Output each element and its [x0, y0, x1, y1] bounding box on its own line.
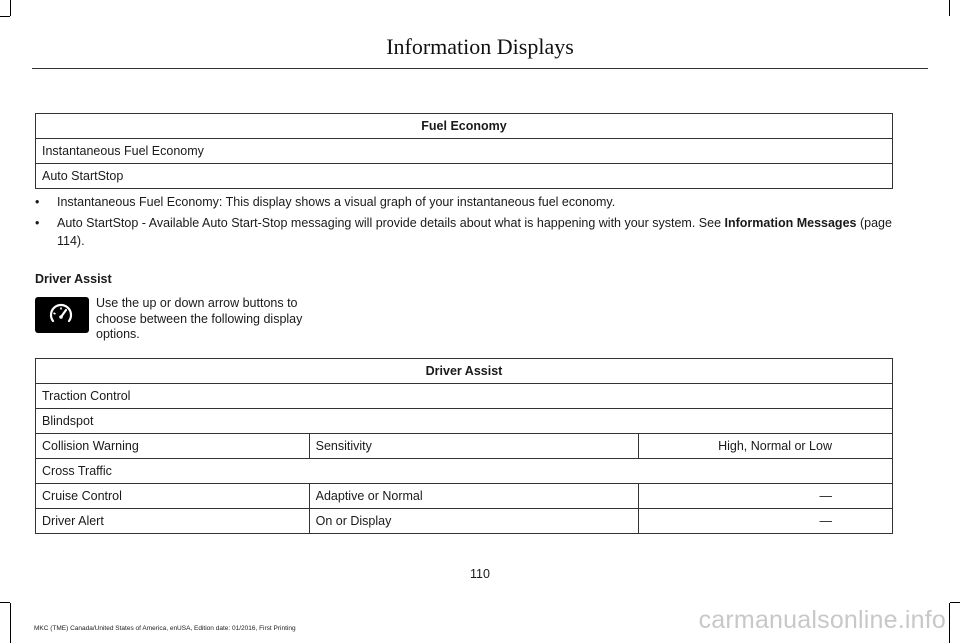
- section-heading: Driver Assist: [35, 272, 112, 286]
- table-cell: Blindspot: [36, 409, 893, 434]
- table-cell: Traction Control: [36, 384, 893, 409]
- footer-edition-info: MKC (TME) Canada/United States of America, enUSA, Edition date: 01/2016, First Printing: [34, 625, 296, 632]
- table-header-row: [36, 114, 893, 139]
- table-cell: Cruise Control: [36, 484, 310, 509]
- table-cell: Collision Warning: [36, 434, 310, 459]
- crop-mark: [10, 0, 11, 16]
- table-row: [36, 164, 893, 189]
- watermark: carmanualsonline.info: [698, 606, 946, 634]
- title-divider: [32, 68, 928, 69]
- table-cell: —: [639, 484, 893, 509]
- bullet-mark: •: [35, 216, 40, 230]
- speedometer-icon: [35, 297, 89, 333]
- table-row: [36, 384, 893, 409]
- cross-reference-link[interactable]: Information Messages: [724, 216, 857, 230]
- crop-mark: [949, 603, 950, 643]
- table-cell: Sensitivity: [309, 434, 639, 459]
- list-item: [35, 193, 895, 211]
- table-cell: Instantaneous Fuel Economy: [36, 139, 893, 164]
- page-reference: (page 114).: [57, 216, 892, 248]
- table-header: Driver Assist: [36, 359, 893, 384]
- table-cell: High, Normal or Low: [639, 434, 893, 459]
- crop-mark: [0, 16, 10, 17]
- table-cell: —: [639, 509, 893, 534]
- table-row: [36, 409, 893, 434]
- crop-mark: [10, 603, 11, 643]
- table-row: [36, 139, 893, 164]
- driver-assist-description: Use the up or down arrow buttons to choose between the following display options.: [96, 296, 303, 341]
- crop-mark: [950, 602, 960, 603]
- page-title: Information Displays: [386, 34, 574, 59]
- table-header-row: [36, 359, 893, 384]
- bullet-text: Auto StartStop - Available Auto Start-Stop messaging will provide details about what is happening with your system. See: [57, 216, 725, 230]
- table-cell: Driver Alert: [36, 509, 310, 534]
- table-header: Fuel Economy: [36, 114, 893, 139]
- driver-assist-table: [35, 358, 893, 534]
- table-cell: Auto StartStop: [36, 164, 893, 189]
- page-number: 110: [470, 567, 490, 581]
- crop-mark: [949, 0, 950, 16]
- bullet-text: Instantaneous Fuel Economy: This display shows a visual graph of your instantaneous fuel economy.: [57, 195, 616, 209]
- table-row: [36, 484, 893, 509]
- table-row: [36, 459, 893, 484]
- fuel-economy-table: [35, 113, 893, 189]
- table-cell: Adaptive or Normal: [309, 484, 639, 509]
- bullet-list: [35, 193, 895, 253]
- table-cell: Cross Traffic: [36, 459, 893, 484]
- list-item: [35, 214, 895, 250]
- table-cell: On or Display: [309, 509, 639, 534]
- crop-mark: [0, 602, 10, 603]
- bullet-mark: •: [35, 195, 40, 209]
- table-row: [36, 509, 893, 534]
- table-row: [36, 434, 893, 459]
